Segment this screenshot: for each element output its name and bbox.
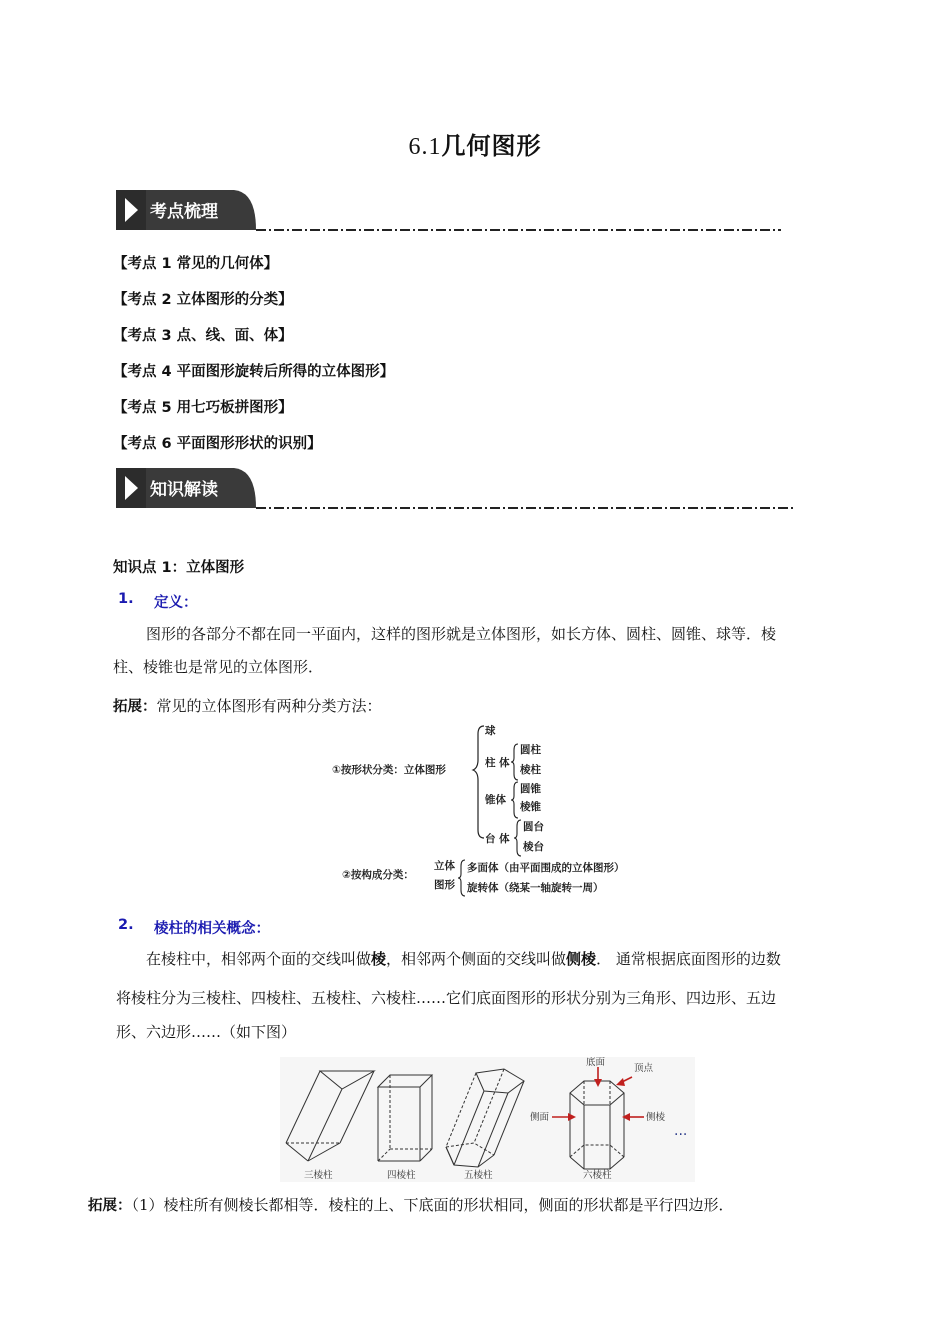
label-p4: 四棱柱 — [387, 1170, 416, 1181]
kaodian-3: 【考点 3 点、线、面、体】 — [113, 328, 293, 344]
cls-taiti: 台 体 — [485, 833, 510, 845]
pentagonal-prism — [446, 1069, 524, 1167]
zhishidian-heading: 知识点 1：立体图形 — [113, 560, 245, 576]
tuozhan2 — [88, 1189, 734, 1222]
section-banner-zhishi — [116, 468, 806, 508]
kaodian-5: 【考点 5 用七巧板拼图形】 — [113, 400, 293, 416]
item1-num: 1. — [118, 591, 134, 607]
tuozhan1 — [113, 690, 382, 723]
kaodian-1: 【考点 1 常见的几何体】 — [113, 256, 279, 272]
label-dingdian: 顶点 — [634, 1063, 654, 1074]
method2-label: ②按构成分类： — [342, 869, 414, 881]
cls-duomian: 多面体（由平面围成的立体图形） — [467, 862, 625, 874]
page-title — [0, 126, 950, 161]
term-celeng: 侧棱 — [566, 950, 597, 968]
kaodian-4: 【考点 4 平面图形旋转后所得的立体图形】 — [113, 364, 395, 380]
cls-lengzhui: 棱锥 — [520, 801, 541, 813]
prisms-figure — [280, 1057, 695, 1182]
item1-label: 定义： — [154, 595, 198, 611]
banner1-label: 考点梳理 — [150, 202, 218, 222]
definition-line1: 图形的各部分不都在同一平面内，这样的图形就是立体图形，如长方体、圆柱、圆锥、球等．棱 — [146, 625, 777, 643]
cls-zhuiti: 锥体 — [485, 794, 506, 806]
term-leng: 棱 — [371, 950, 387, 968]
section-banner-kaodian — [116, 190, 786, 230]
cls-ball: 球 — [485, 725, 496, 737]
label-p6: 六棱柱 — [583, 1170, 612, 1181]
cls-zhuti: 柱 体 — [485, 757, 510, 769]
definition-line2: 柱、棱锥也是常见的立体图形． — [113, 658, 324, 676]
prism-line2: 将棱柱分为三棱柱、四棱柱、五棱柱、六棱柱……它们底面图形的形状分别为三角形、四边形、五边 — [116, 989, 777, 1007]
title-text: 几何图形 — [441, 132, 542, 160]
tuozhan2-text: （1）棱柱所有侧棱长都相等．棱柱的上、下底面的形状相同，侧面的形状都是平行四边形． — [131, 1196, 734, 1214]
tuozhan1-label: 拓展： — [113, 699, 157, 715]
kaodian-6: 【考点 6 平面图形形状的识别】 — [113, 436, 322, 452]
prism-line1-e: ． 通常根据底面图形的边数 — [596, 950, 781, 968]
triangular-prism — [286, 1071, 374, 1161]
square-prism — [378, 1075, 432, 1161]
more-dots: ··· — [674, 1127, 688, 1143]
annotation-arrows — [552, 1067, 644, 1121]
prism-line3: 形、六边形……（如下图） — [116, 1023, 297, 1041]
prism-line1-a: 在棱柱中，相邻两个面的交线叫做 — [146, 950, 372, 968]
prism-line1-c: ，相邻两个侧面的交线叫做 — [386, 950, 567, 968]
cls-yuanzhui: 圆锥 — [520, 783, 541, 795]
label-p3: 三棱柱 — [304, 1170, 333, 1181]
prism-line1 — [146, 943, 876, 975]
cls-xuanzhuan: 旋转体（绕某一轴旋转一周） — [467, 882, 604, 894]
method1-label: ①按形状分类：立体图形 — [332, 764, 446, 776]
kaodian-2: 【考点 2 立体图形的分类】 — [113, 292, 293, 308]
cls-lengtai: 棱台 — [523, 841, 544, 853]
banner2-label: 知识解读 — [150, 480, 218, 500]
cls-yuantai: 圆台 — [523, 821, 544, 833]
cls-yuanzhu: 圆柱 — [520, 744, 541, 756]
cls-liti1: 立体 — [434, 860, 455, 872]
label-dimian: 底面 — [586, 1057, 606, 1068]
label-cemian: 侧面 — [530, 1112, 550, 1123]
label-celeng: 侧棱 — [646, 1112, 666, 1123]
cls-liti2: 图形 — [434, 879, 455, 891]
tuozhan2-label: 拓展： — [88, 1198, 132, 1214]
cls-lengzhu: 棱柱 — [520, 764, 541, 776]
label-p5: 五棱柱 — [464, 1170, 493, 1181]
hexagonal-prism — [570, 1081, 624, 1169]
item2-num: 2. — [118, 917, 134, 933]
title-number: 6.1 — [408, 134, 442, 160]
classification-figure — [328, 720, 658, 904]
item2-label: 棱柱的相关概念： — [154, 921, 270, 937]
tuozhan1-text: 常见的立体图形有两种分类方法： — [156, 697, 382, 715]
